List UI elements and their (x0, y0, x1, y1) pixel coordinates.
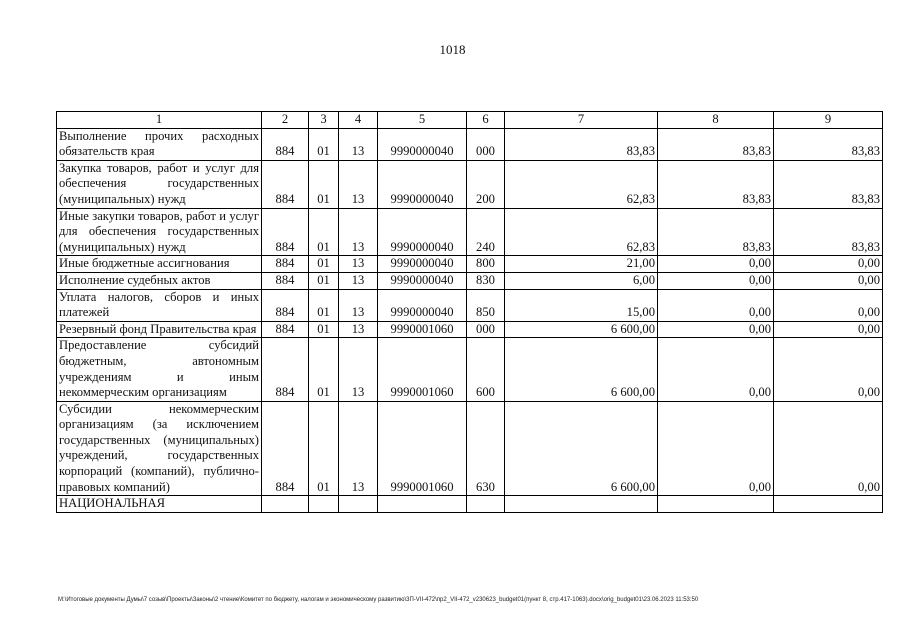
table-row (57, 289, 883, 321)
table-row (57, 160, 883, 208)
section-code: 01 (309, 321, 339, 338)
budget-table (56, 111, 883, 513)
row-name: Иные бюджетные ассигнования (57, 256, 262, 273)
amount-col-8: 0,00 (658, 256, 774, 273)
row-name: Резервный фонд Правительства края (57, 321, 262, 338)
table-row (57, 272, 883, 289)
row-name: Исполнение судебных актов (57, 272, 262, 289)
expense-type-code (467, 496, 505, 513)
table-row (57, 256, 883, 273)
ministry-code: 884 (262, 256, 309, 273)
expense-type-code: 600 (467, 338, 505, 401)
target-article-code: 9990001060 (378, 338, 467, 401)
table-row (57, 496, 883, 513)
amount-col-7: 15,00 (505, 289, 658, 321)
amount-col-8: 0,00 (658, 401, 774, 496)
target-article-code: 9990000040 (378, 272, 467, 289)
target-article-code: 9990000040 (378, 160, 467, 208)
ministry-code: 884 (262, 160, 309, 208)
expense-type-code: 800 (467, 256, 505, 273)
amount-col-7: 6 600,00 (505, 321, 658, 338)
table-row (57, 338, 883, 401)
subsection-code: 13 (339, 338, 378, 401)
ministry-code: 884 (262, 401, 309, 496)
document-path-footer: M:\Итоговые документы Думы\7 созыв\Проекты\Законы\2 чтение\Комитет по бюджету, налогам и экономическому развитию\3П-VII-472\пр2_VII-472_v230623_budget01(пункт 8, стр.417-1063).docx\orig_budget01\23.06.2023 11:53:50 (58, 597, 699, 603)
amount-col-8: 0,00 (658, 289, 774, 321)
row-name: Закупка товаров, работ и услуг для обеспечения государственных (муниципальных) нужд (57, 160, 262, 208)
amount-col-9: 0,00 (774, 338, 883, 401)
row-name: Уплата налогов, сборов и иных платежей (57, 289, 262, 321)
ministry-code (262, 496, 309, 513)
amount-col-7: 21,00 (505, 256, 658, 273)
expense-type-code: 630 (467, 401, 505, 496)
table-body (57, 112, 883, 513)
target-article-code: 9990001060 (378, 321, 467, 338)
section-code: 01 (309, 208, 339, 256)
subsection-code: 13 (339, 321, 378, 338)
expense-type-code: 200 (467, 160, 505, 208)
amount-col-9: 0,00 (774, 256, 883, 273)
amount-col-9: 83,83 (774, 128, 883, 160)
subsection-code: 13 (339, 401, 378, 496)
row-name: Иные закупки товаров, работ и услуг для обеспечения государственных (муниципальных) нужд (57, 208, 262, 256)
amount-col-7: 62,83 (505, 160, 658, 208)
amount-col-9: 83,83 (774, 160, 883, 208)
subsection-code (339, 496, 378, 513)
expense-type-code: 000 (467, 128, 505, 160)
subsection-code: 13 (339, 272, 378, 289)
column-header-5: 5 (378, 112, 467, 129)
row-name: Выполнение прочих расходных обязательств края (57, 128, 262, 160)
amount-col-9: 0,00 (774, 272, 883, 289)
amount-col-7: 62,83 (505, 208, 658, 256)
subsection-code: 13 (339, 256, 378, 273)
target-article-code: 9990000040 (378, 208, 467, 256)
column-header-8: 8 (658, 112, 774, 129)
header-row (57, 112, 883, 129)
column-header-2: 2 (262, 112, 309, 129)
amount-col-8: 83,83 (658, 208, 774, 256)
subsection-code: 13 (339, 160, 378, 208)
ministry-code: 884 (262, 289, 309, 321)
amount-col-7: 83,83 (505, 128, 658, 160)
amount-col-7: 6,00 (505, 272, 658, 289)
expense-type-code: 830 (467, 272, 505, 289)
ministry-code: 884 (262, 321, 309, 338)
amount-col-9: 0,00 (774, 401, 883, 496)
amount-col-9 (774, 496, 883, 513)
column-header-7: 7 (505, 112, 658, 129)
page-number: 1018 (439, 42, 466, 57)
amount-col-9: 0,00 (774, 321, 883, 338)
section-code: 01 (309, 256, 339, 273)
section-code: 01 (309, 272, 339, 289)
section-code: 01 (309, 128, 339, 160)
target-article-code: 9990000040 (378, 289, 467, 321)
amount-col-7 (505, 496, 658, 513)
ministry-code: 884 (262, 128, 309, 160)
ministry-code: 884 (262, 208, 309, 256)
row-name: Субсидии некоммерческим организациям (за исключением государственных (муниципальных) учреждений, государственных корпораций (компаний), публично-правовых компаний) (57, 401, 262, 496)
expense-type-code: 240 (467, 208, 505, 256)
amount-col-8 (658, 496, 774, 513)
amount-col-9: 0,00 (774, 289, 883, 321)
column-header-3: 3 (309, 112, 339, 129)
amount-col-8: 0,00 (658, 272, 774, 289)
row-name: Предоставление субсидий бюджетным, автономным учреждениям и иным некоммерческим организациям (57, 338, 262, 401)
amount-col-9: 83,83 (774, 208, 883, 256)
column-header-6: 6 (467, 112, 505, 129)
expense-type-code: 850 (467, 289, 505, 321)
ministry-code: 884 (262, 272, 309, 289)
amount-col-8: 0,00 (658, 321, 774, 338)
subsection-code: 13 (339, 208, 378, 256)
subsection-code: 13 (339, 128, 378, 160)
target-article-code: 9990000040 (378, 256, 467, 273)
amount-col-8: 83,83 (658, 160, 774, 208)
section-code: 01 (309, 338, 339, 401)
amount-col-8: 0,00 (658, 338, 774, 401)
expense-type-code: 000 (467, 321, 505, 338)
target-article-code (378, 496, 467, 513)
section-code: 01 (309, 160, 339, 208)
row-name: НАЦИОНАЛЬНАЯ (57, 496, 262, 513)
column-header-9: 9 (774, 112, 883, 129)
ministry-code: 884 (262, 338, 309, 401)
target-article-code: 9990000040 (378, 128, 467, 160)
table-row (57, 208, 883, 256)
amount-col-7: 6 600,00 (505, 401, 658, 496)
amount-col-8: 83,83 (658, 128, 774, 160)
column-header-1: 1 (57, 112, 262, 129)
section-code: 01 (309, 401, 339, 496)
section-code (309, 496, 339, 513)
section-code: 01 (309, 289, 339, 321)
table-row (57, 128, 883, 160)
subsection-code: 13 (339, 289, 378, 321)
column-header-4: 4 (339, 112, 378, 129)
table-row (57, 401, 883, 496)
amount-col-7: 6 600,00 (505, 338, 658, 401)
target-article-code: 9990001060 (378, 401, 467, 496)
table-row (57, 321, 883, 338)
